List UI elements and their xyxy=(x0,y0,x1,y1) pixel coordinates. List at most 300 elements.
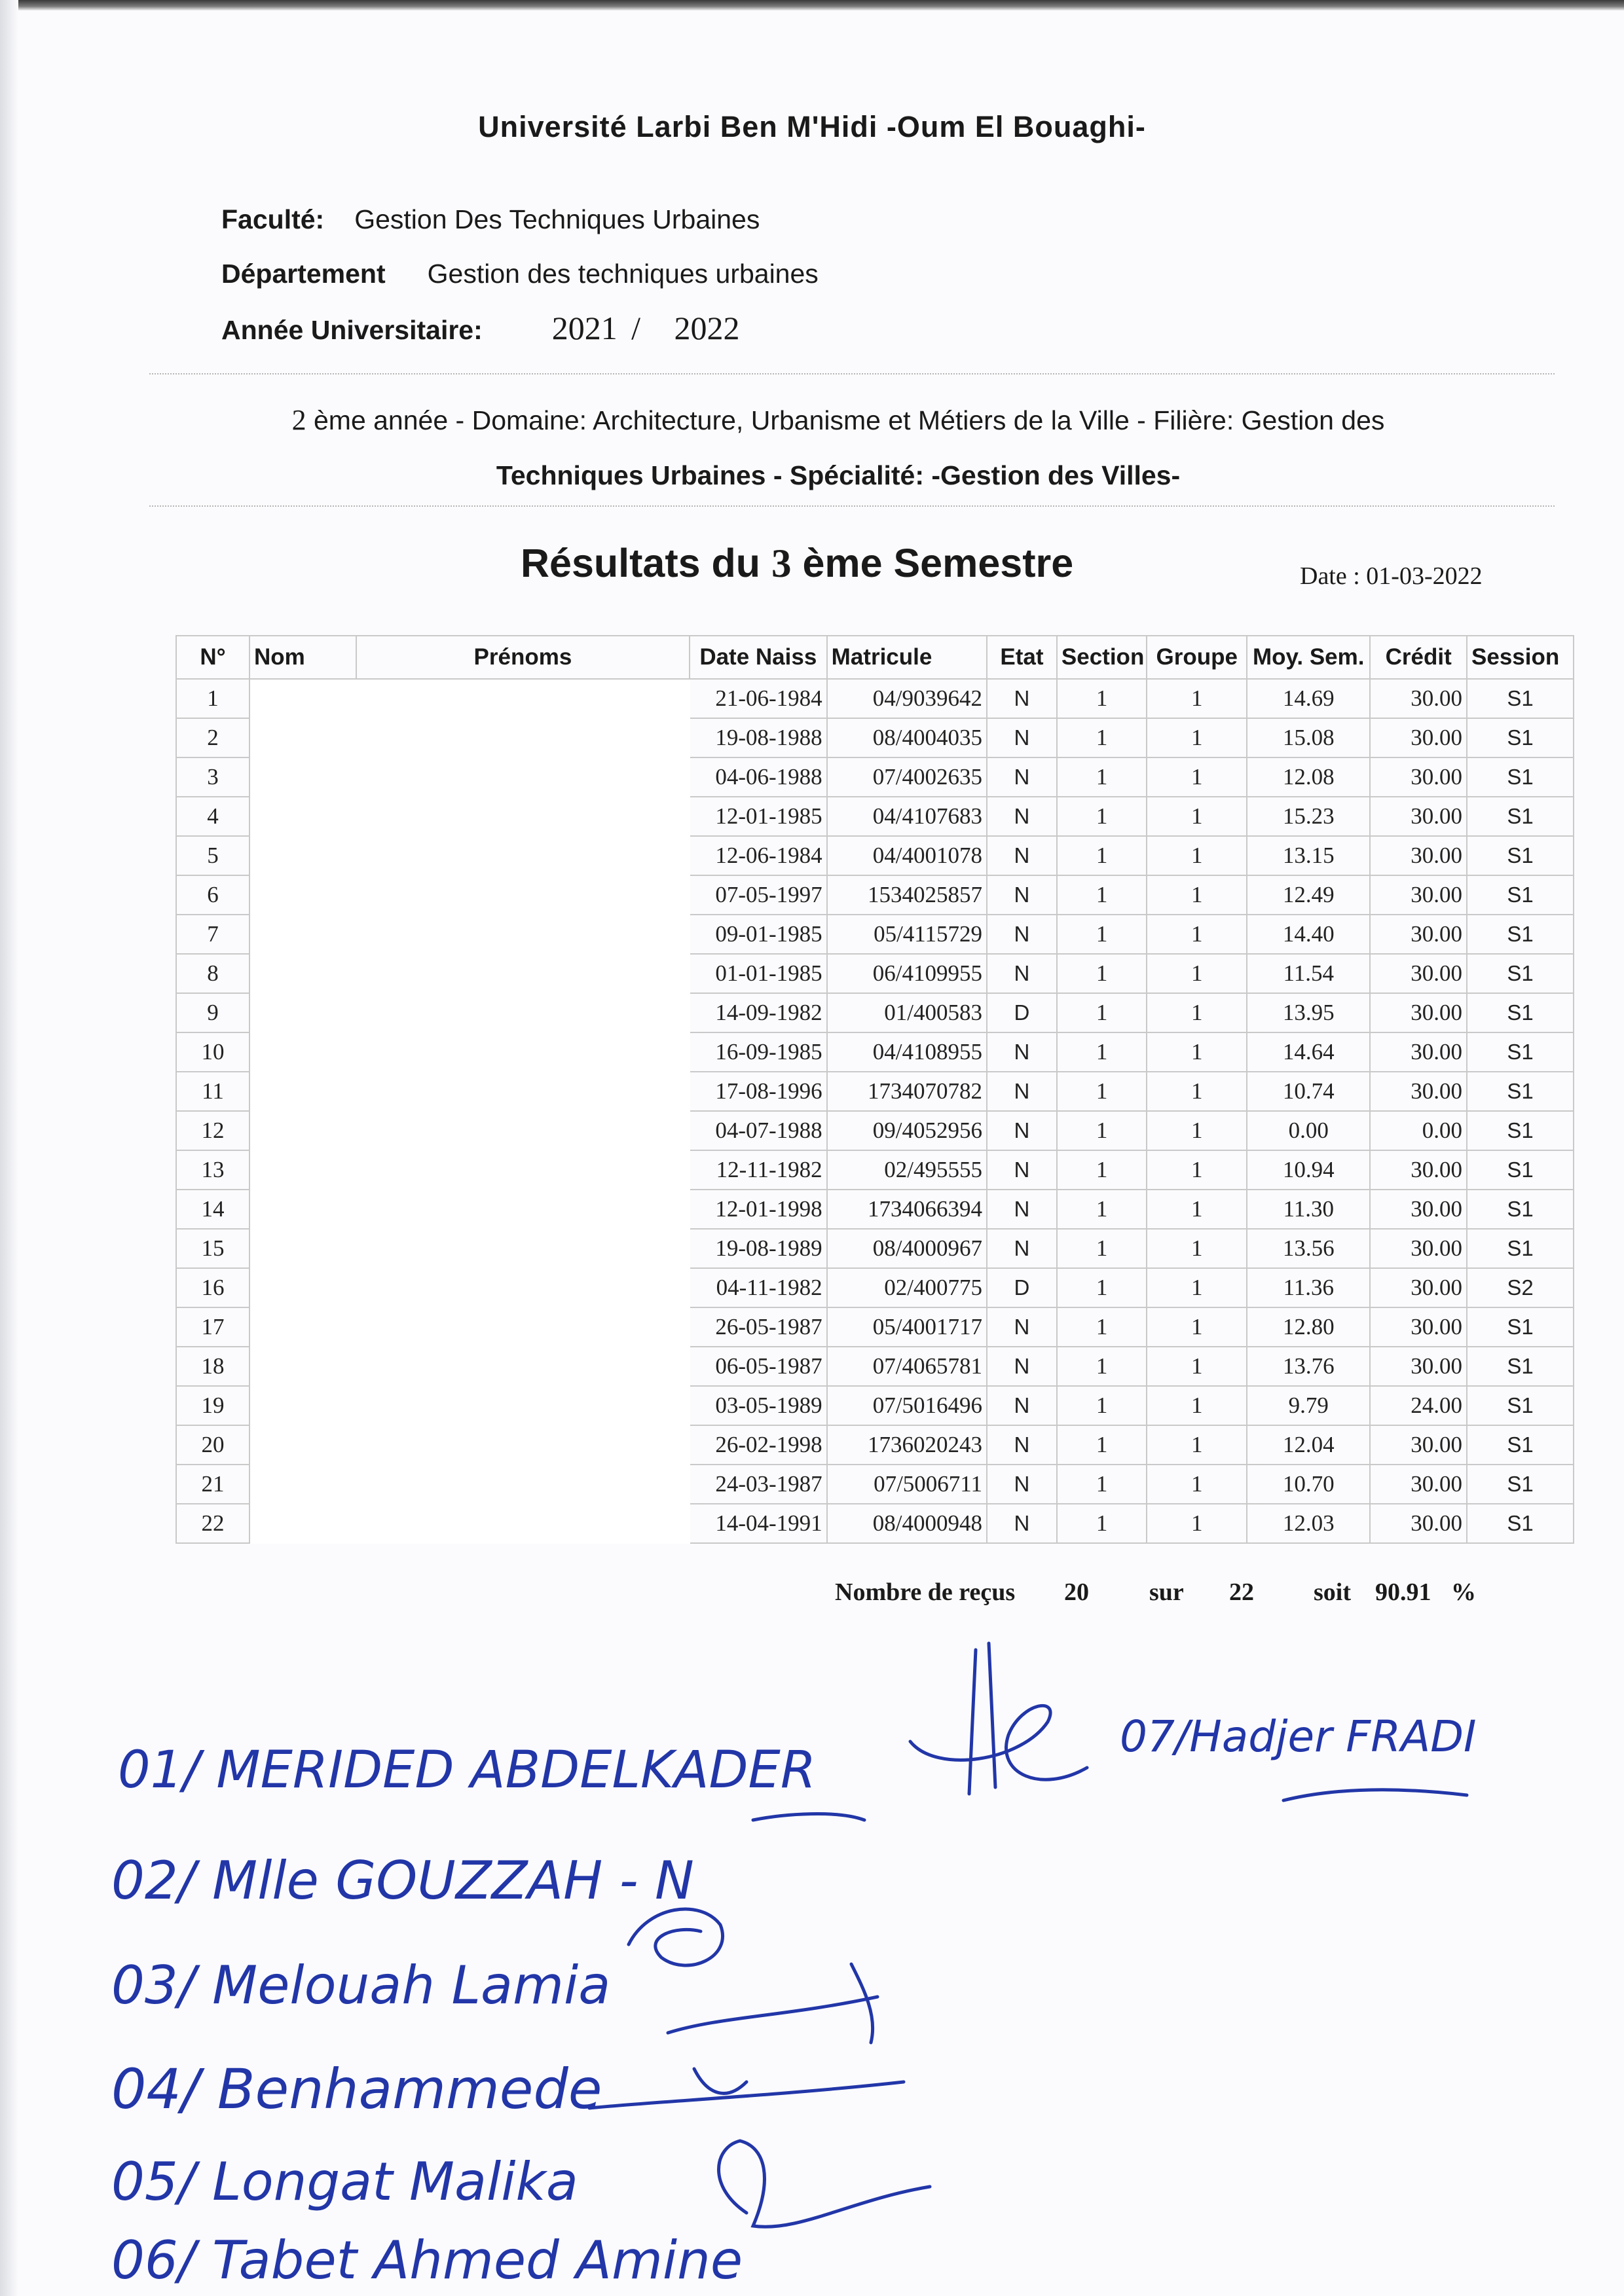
cell-prenoms-redacted xyxy=(356,1268,690,1307)
cell-credit: 30.00 xyxy=(1370,1150,1467,1190)
cell-prenoms-redacted xyxy=(356,1229,690,1268)
cell-date-naiss: 09-01-1985 xyxy=(690,915,827,954)
table-row xyxy=(176,679,1574,718)
scan-top-edge xyxy=(0,0,1624,10)
cell-etat: N xyxy=(987,1386,1057,1425)
cell-nom-redacted xyxy=(249,1072,356,1111)
cell-section: 1 xyxy=(1057,1347,1147,1386)
cell-prenoms-redacted xyxy=(356,757,690,797)
results-table xyxy=(175,635,1574,1544)
academic-year-label: Année Universitaire: xyxy=(221,315,483,345)
cell-nom-redacted xyxy=(249,797,356,836)
cell-moy-sem: 13.56 xyxy=(1247,1229,1370,1268)
cell-nom-redacted xyxy=(249,915,356,954)
cell-etat: N xyxy=(987,797,1057,836)
cell-matricule: 1734066394 xyxy=(827,1190,987,1229)
cell-groupe: 1 xyxy=(1147,1111,1247,1150)
cell-moy-sem: 10.70 xyxy=(1247,1465,1370,1504)
date-value: 01-03-2022 xyxy=(1366,562,1483,590)
cell-nom-redacted xyxy=(249,954,356,993)
cell-section: 1 xyxy=(1057,954,1147,993)
department-line xyxy=(221,259,819,289)
cell-row-number: 8 xyxy=(176,954,249,993)
signature-scribble-4 xyxy=(629,1909,723,1965)
table-row xyxy=(176,875,1574,915)
cell-etat: N xyxy=(987,954,1057,993)
col-header-moy-sem: Moy. Sem. xyxy=(1247,636,1370,679)
cell-section: 1 xyxy=(1057,915,1147,954)
cell-credit: 30.00 xyxy=(1370,718,1467,757)
cell-etat: N xyxy=(987,836,1057,875)
cell-etat: N xyxy=(987,1347,1057,1386)
cell-matricule: 1736020243 xyxy=(827,1425,987,1465)
cell-credit: 30.00 xyxy=(1370,1307,1467,1347)
cell-session: S1 xyxy=(1467,718,1574,757)
table-row xyxy=(176,1307,1574,1347)
signature-scribble-7 xyxy=(719,2141,931,2227)
cell-nom-redacted xyxy=(249,1425,356,1465)
cell-etat: N xyxy=(987,679,1057,718)
cell-date-naiss: 07-05-1997 xyxy=(690,875,827,915)
cell-nom-redacted xyxy=(249,993,356,1032)
cell-moy-sem: 14.64 xyxy=(1247,1032,1370,1072)
cell-row-number: 6 xyxy=(176,875,249,915)
col-header-etat: Etat xyxy=(987,636,1057,679)
cell-matricule: 01/400583 xyxy=(827,993,987,1032)
table-row xyxy=(176,1229,1574,1268)
cell-moy-sem: 9.79 xyxy=(1247,1386,1370,1425)
cell-matricule: 04/4108955 xyxy=(827,1032,987,1072)
cell-date-naiss: 03-05-1989 xyxy=(690,1386,827,1425)
cell-row-number: 17 xyxy=(176,1307,249,1347)
table-row xyxy=(176,797,1574,836)
cell-row-number: 21 xyxy=(176,1465,249,1504)
cell-session: S1 xyxy=(1467,1150,1574,1190)
table-row xyxy=(176,1072,1574,1111)
cell-etat: N xyxy=(987,1229,1057,1268)
handwritten-line-1: 01/ MERIDED ABDELKADER xyxy=(118,1741,817,1800)
date-line xyxy=(1300,562,1483,591)
cell-row-number: 15 xyxy=(176,1229,249,1268)
cell-credit: 30.00 xyxy=(1370,1425,1467,1465)
cell-nom-redacted xyxy=(249,836,356,875)
cell-nom-redacted xyxy=(249,875,356,915)
summary-total: 22 xyxy=(1229,1578,1254,1606)
cell-section: 1 xyxy=(1057,993,1147,1032)
cell-prenoms-redacted xyxy=(356,1111,690,1150)
cell-moy-sem: 12.49 xyxy=(1247,875,1370,915)
cell-session: S1 xyxy=(1467,875,1574,915)
signature-scribble-1 xyxy=(910,1643,1087,1794)
cell-etat: N xyxy=(987,1190,1057,1229)
cell-prenoms-redacted xyxy=(356,993,690,1032)
cell-credit: 30.00 xyxy=(1370,954,1467,993)
cell-nom-redacted xyxy=(249,718,356,757)
cell-prenoms-redacted xyxy=(356,1347,690,1386)
program-description xyxy=(138,393,1539,503)
col-header-date-naiss: Date Naiss xyxy=(690,636,827,679)
cell-session: S1 xyxy=(1467,1229,1574,1268)
cell-row-number: 10 xyxy=(176,1032,249,1072)
cell-row-number: 9 xyxy=(176,993,249,1032)
cell-nom-redacted xyxy=(249,1465,356,1504)
title-semester-number: 3 xyxy=(771,542,792,586)
summary-passed: 20 xyxy=(1064,1578,1089,1606)
cell-moy-sem: 13.76 xyxy=(1247,1347,1370,1386)
cell-date-naiss: 12-06-1984 xyxy=(690,836,827,875)
table-row xyxy=(176,993,1574,1032)
cell-session: S1 xyxy=(1467,1347,1574,1386)
program-line-1-text: ème année - Domaine: Architecture, Urbanisme et Métiers de la Ville - Filière: Gestion des xyxy=(306,405,1385,435)
cell-nom-redacted xyxy=(249,1307,356,1347)
cell-section: 1 xyxy=(1057,757,1147,797)
cell-etat: N xyxy=(987,1307,1057,1347)
cell-date-naiss: 12-01-1985 xyxy=(690,797,827,836)
cell-row-number: 19 xyxy=(176,1386,249,1425)
cell-credit: 30.00 xyxy=(1370,1504,1467,1543)
cell-moy-sem: 10.74 xyxy=(1247,1072,1370,1111)
cell-groupe: 1 xyxy=(1147,1150,1247,1190)
table-row xyxy=(176,1386,1574,1425)
table-row xyxy=(176,1150,1574,1190)
col-header-matricule: Matricule xyxy=(827,636,987,679)
cell-session: S1 xyxy=(1467,836,1574,875)
handwritten-line-6: 05/ Longat Malika xyxy=(111,2151,578,2212)
col-header-credit: Crédit xyxy=(1370,636,1467,679)
cell-prenoms-redacted xyxy=(356,679,690,718)
cell-section: 1 xyxy=(1057,1386,1147,1425)
cell-moy-sem: 10.94 xyxy=(1247,1150,1370,1190)
cell-date-naiss: 14-09-1982 xyxy=(690,993,827,1032)
academic-year-line xyxy=(221,309,739,347)
cell-prenoms-redacted xyxy=(356,1307,690,1347)
page-title xyxy=(521,540,1073,587)
cell-matricule: 07/4002635 xyxy=(827,757,987,797)
table-header-row xyxy=(176,636,1574,679)
cell-moy-sem: 0.00 xyxy=(1247,1111,1370,1150)
handwritten-signatures xyxy=(0,1624,1624,2296)
cell-credit: 30.00 xyxy=(1370,993,1467,1032)
faculty-line xyxy=(221,204,760,235)
cell-etat: N xyxy=(987,1425,1057,1465)
signature-scribble-2 xyxy=(1283,1790,1467,1800)
summary-percent: 90.91 xyxy=(1375,1578,1431,1606)
cell-date-naiss: 17-08-1996 xyxy=(690,1072,827,1111)
cell-matricule: 05/4115729 xyxy=(827,915,987,954)
cell-matricule: 1534025857 xyxy=(827,875,987,915)
cell-prenoms-redacted xyxy=(356,797,690,836)
cell-section: 1 xyxy=(1057,1229,1147,1268)
title-suffix: ème Semestre xyxy=(791,541,1074,585)
cell-groupe: 1 xyxy=(1147,1425,1247,1465)
cell-date-naiss: 16-09-1985 xyxy=(690,1032,827,1072)
cell-nom-redacted xyxy=(249,1504,356,1543)
cell-row-number: 1 xyxy=(176,679,249,718)
cell-row-number: 11 xyxy=(176,1072,249,1111)
table-row xyxy=(176,1268,1574,1307)
cell-matricule: 07/4065781 xyxy=(827,1347,987,1386)
cell-matricule: 08/4000948 xyxy=(827,1504,987,1543)
year-separator: / xyxy=(631,310,641,346)
cell-session: S1 xyxy=(1467,1307,1574,1347)
cell-section: 1 xyxy=(1057,1465,1147,1504)
cell-credit: 30.00 xyxy=(1370,915,1467,954)
summary-soit: soit xyxy=(1314,1578,1351,1606)
cell-groupe: 1 xyxy=(1147,1465,1247,1504)
divider xyxy=(149,373,1555,374)
cell-etat: N xyxy=(987,1504,1057,1543)
table-row xyxy=(176,1347,1574,1386)
cell-session: S1 xyxy=(1467,1425,1574,1465)
cell-section: 1 xyxy=(1057,1032,1147,1072)
cell-row-number: 7 xyxy=(176,915,249,954)
cell-session: S1 xyxy=(1467,1504,1574,1543)
col-header-nom: Nom xyxy=(249,636,356,679)
cell-prenoms-redacted xyxy=(356,1386,690,1425)
year-end: 2022 xyxy=(674,310,740,346)
cell-groupe: 1 xyxy=(1147,797,1247,836)
program-line-1 xyxy=(138,393,1539,448)
year-start: 2021 xyxy=(551,310,618,346)
cell-section: 1 xyxy=(1057,1111,1147,1150)
table-row xyxy=(176,954,1574,993)
cell-moy-sem: 12.08 xyxy=(1247,757,1370,797)
cell-session: S1 xyxy=(1467,993,1574,1032)
cell-row-number: 3 xyxy=(176,757,249,797)
cell-matricule: 08/4004035 xyxy=(827,718,987,757)
cell-row-number: 12 xyxy=(176,1111,249,1150)
cell-matricule: 09/4052956 xyxy=(827,1111,987,1150)
cell-moy-sem: 13.15 xyxy=(1247,836,1370,875)
title-prefix: Résultats du xyxy=(521,541,772,585)
cell-etat: N xyxy=(987,1111,1057,1150)
cell-date-naiss: 01-01-1985 xyxy=(690,954,827,993)
cell-etat: N xyxy=(987,1465,1057,1504)
cell-session: S1 xyxy=(1467,797,1574,836)
cell-etat: N xyxy=(987,875,1057,915)
cell-date-naiss: 14-04-1991 xyxy=(690,1504,827,1543)
cell-section: 1 xyxy=(1057,679,1147,718)
cell-prenoms-redacted xyxy=(356,915,690,954)
university-name: Université Larbi Ben M'Hidi -Oum El Bouaghi- xyxy=(478,110,1146,143)
cell-date-naiss: 24-03-1987 xyxy=(690,1465,827,1504)
cell-session: S1 xyxy=(1467,679,1574,718)
cell-section: 1 xyxy=(1057,1190,1147,1229)
cell-etat: D xyxy=(987,1268,1057,1307)
cell-prenoms-redacted xyxy=(356,1150,690,1190)
cell-etat: N xyxy=(987,1150,1057,1190)
cell-groupe: 1 xyxy=(1147,679,1247,718)
cell-prenoms-redacted xyxy=(356,1032,690,1072)
cell-groupe: 1 xyxy=(1147,1504,1247,1543)
cell-matricule: 1734070782 xyxy=(827,1072,987,1111)
col-header-groupe: Groupe xyxy=(1147,636,1247,679)
cell-groupe: 1 xyxy=(1147,1347,1247,1386)
cell-moy-sem: 14.40 xyxy=(1247,915,1370,954)
col-header-session: Session xyxy=(1467,636,1574,679)
cell-moy-sem: 11.36 xyxy=(1247,1268,1370,1307)
cell-groupe: 1 xyxy=(1147,875,1247,915)
cell-groupe: 1 xyxy=(1147,1032,1247,1072)
table-row xyxy=(176,1190,1574,1229)
faculty-value: Gestion Des Techniques Urbaines xyxy=(354,204,760,234)
cell-prenoms-redacted xyxy=(356,718,690,757)
cell-session: S1 xyxy=(1467,915,1574,954)
cell-date-naiss: 12-01-1998 xyxy=(690,1190,827,1229)
cell-etat: N xyxy=(987,915,1057,954)
cell-section: 1 xyxy=(1057,1425,1147,1465)
cell-prenoms-redacted xyxy=(356,1425,690,1465)
cell-prenoms-redacted xyxy=(356,836,690,875)
cell-moy-sem: 11.54 xyxy=(1247,954,1370,993)
cell-prenoms-redacted xyxy=(356,1190,690,1229)
cell-prenoms-redacted xyxy=(356,875,690,915)
cell-moy-sem: 12.80 xyxy=(1247,1307,1370,1347)
cell-nom-redacted xyxy=(249,1111,356,1150)
cell-nom-redacted xyxy=(249,1032,356,1072)
col-header-prenoms: Prénoms xyxy=(356,636,690,679)
cell-credit: 30.00 xyxy=(1370,797,1467,836)
cell-session: S1 xyxy=(1467,757,1574,797)
cell-groupe: 1 xyxy=(1147,718,1247,757)
cell-date-naiss: 12-11-1982 xyxy=(690,1150,827,1190)
cell-nom-redacted xyxy=(249,679,356,718)
summary-percent-sign: % xyxy=(1451,1578,1476,1606)
cell-row-number: 18 xyxy=(176,1347,249,1386)
cell-groupe: 1 xyxy=(1147,1268,1247,1307)
cell-prenoms-redacted xyxy=(356,1465,690,1504)
table-row xyxy=(176,1111,1574,1150)
table-row xyxy=(176,1425,1574,1465)
cell-credit: 30.00 xyxy=(1370,1268,1467,1307)
cell-credit: 24.00 xyxy=(1370,1386,1467,1425)
cell-nom-redacted xyxy=(249,1150,356,1190)
cell-nom-redacted xyxy=(249,1386,356,1425)
handwritten-line-7: 06/ Tabet Ahmed Amine xyxy=(111,2230,743,2291)
cell-groupe: 1 xyxy=(1147,1386,1247,1425)
cell-moy-sem: 15.23 xyxy=(1247,797,1370,836)
cell-session: S1 xyxy=(1467,1111,1574,1150)
cell-moy-sem: 13.95 xyxy=(1247,993,1370,1032)
cell-row-number: 22 xyxy=(176,1504,249,1543)
cell-groupe: 1 xyxy=(1147,954,1247,993)
cell-moy-sem: 15.08 xyxy=(1247,718,1370,757)
cell-nom-redacted xyxy=(249,1190,356,1229)
cell-session: S1 xyxy=(1467,1386,1574,1425)
cell-date-naiss: 21-06-1984 xyxy=(690,679,827,718)
cell-etat: D xyxy=(987,993,1057,1032)
date-label: Date : xyxy=(1300,562,1360,590)
table-row xyxy=(176,1032,1574,1072)
cell-etat: N xyxy=(987,1032,1057,1072)
cell-section: 1 xyxy=(1057,875,1147,915)
cell-matricule: 06/4109955 xyxy=(827,954,987,993)
cell-prenoms-redacted xyxy=(356,1072,690,1111)
cell-matricule: 07/5016496 xyxy=(827,1386,987,1425)
cell-groupe: 1 xyxy=(1147,1229,1247,1268)
handwritten-line-4: 03/ Melouah Lamia xyxy=(111,1955,611,2016)
cell-groupe: 1 xyxy=(1147,915,1247,954)
cell-credit: 30.00 xyxy=(1370,1072,1467,1111)
cell-nom-redacted xyxy=(249,757,356,797)
cell-nom-redacted xyxy=(249,1268,356,1307)
cell-moy-sem: 12.03 xyxy=(1247,1504,1370,1543)
cell-date-naiss: 19-08-1989 xyxy=(690,1229,827,1268)
cell-credit: 0.00 xyxy=(1370,1111,1467,1150)
cell-session: S1 xyxy=(1467,1032,1574,1072)
cell-matricule: 04/4001078 xyxy=(827,836,987,875)
table-row xyxy=(176,718,1574,757)
cell-credit: 30.00 xyxy=(1370,1347,1467,1386)
cell-groupe: 1 xyxy=(1147,993,1247,1032)
cell-prenoms-redacted xyxy=(356,954,690,993)
cell-matricule: 04/4107683 xyxy=(827,797,987,836)
cell-credit: 30.00 xyxy=(1370,679,1467,718)
summary-sur: sur xyxy=(1149,1578,1184,1606)
cell-session: S1 xyxy=(1467,1465,1574,1504)
cell-credit: 30.00 xyxy=(1370,1229,1467,1268)
cell-row-number: 20 xyxy=(176,1425,249,1465)
cell-credit: 30.00 xyxy=(1370,1465,1467,1504)
cell-session: S2 xyxy=(1467,1268,1574,1307)
cell-date-naiss: 06-05-1987 xyxy=(690,1347,827,1386)
divider xyxy=(149,505,1555,507)
signature-scribble-6 xyxy=(589,2069,904,2108)
program-year-number: 2 xyxy=(291,404,306,436)
cell-moy-sem: 11.30 xyxy=(1247,1190,1370,1229)
cell-session: S1 xyxy=(1467,1072,1574,1111)
cell-section: 1 xyxy=(1057,1268,1147,1307)
cell-credit: 30.00 xyxy=(1370,1032,1467,1072)
cell-groupe: 1 xyxy=(1147,1190,1247,1229)
cell-groupe: 1 xyxy=(1147,757,1247,797)
cell-section: 1 xyxy=(1057,1504,1147,1543)
cell-moy-sem: 12.04 xyxy=(1247,1425,1370,1465)
cell-section: 1 xyxy=(1057,797,1147,836)
cell-matricule: 02/495555 xyxy=(827,1150,987,1190)
summary-label: Nombre de reçus xyxy=(835,1578,1016,1606)
cell-groupe: 1 xyxy=(1147,1307,1247,1347)
cell-nom-redacted xyxy=(249,1229,356,1268)
cell-row-number: 5 xyxy=(176,836,249,875)
cell-date-naiss: 26-05-1987 xyxy=(690,1307,827,1347)
cell-prenoms-redacted xyxy=(356,1504,690,1543)
cell-date-naiss: 26-02-1998 xyxy=(690,1425,827,1465)
cell-row-number: 2 xyxy=(176,718,249,757)
cell-section: 1 xyxy=(1057,718,1147,757)
handwritten-line-3: 02/ Mlle GOUZZAH - N xyxy=(111,1850,694,1911)
cell-matricule: 08/4000967 xyxy=(827,1229,987,1268)
table-row xyxy=(176,757,1574,797)
cell-date-naiss: 04-06-1988 xyxy=(690,757,827,797)
cell-credit: 30.00 xyxy=(1370,875,1467,915)
cell-matricule: 05/4001717 xyxy=(827,1307,987,1347)
table-row xyxy=(176,1504,1574,1543)
table-row xyxy=(176,1465,1574,1504)
cell-section: 1 xyxy=(1057,1072,1147,1111)
cell-credit: 30.00 xyxy=(1370,757,1467,797)
cell-row-number: 13 xyxy=(176,1150,249,1190)
table-row xyxy=(176,836,1574,875)
cell-section: 1 xyxy=(1057,1150,1147,1190)
cell-session: S1 xyxy=(1467,954,1574,993)
table-row xyxy=(176,915,1574,954)
cell-matricule: 02/400775 xyxy=(827,1268,987,1307)
program-line-2: Techniques Urbaines - Spécialité: -Gestion des Villes- xyxy=(496,460,1181,490)
cell-section: 1 xyxy=(1057,836,1147,875)
cell-matricule: 07/5006711 xyxy=(827,1465,987,1504)
faculty-label: Faculté: xyxy=(221,204,325,234)
